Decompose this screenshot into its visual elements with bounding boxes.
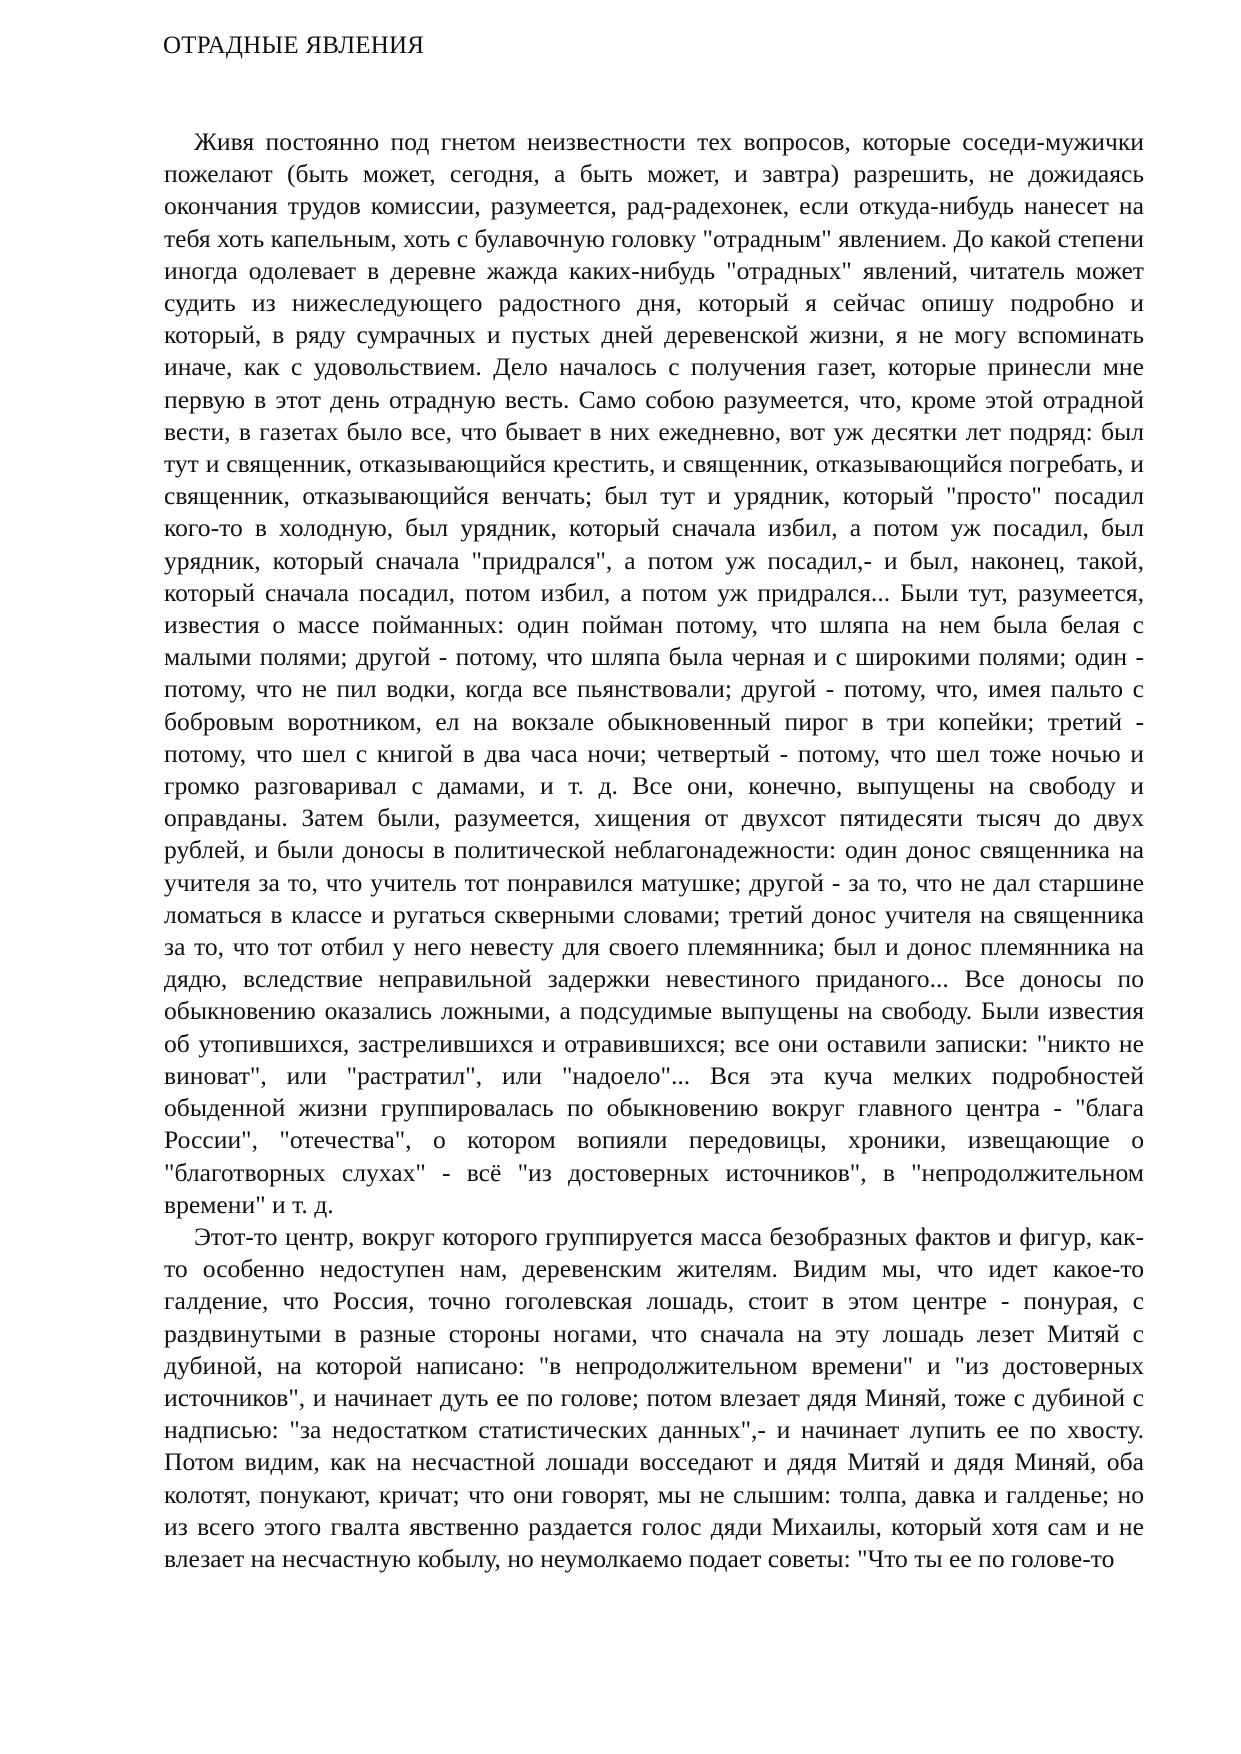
paragraph: Этот-то центр, вокруг которого группируется масса безобразных фактов и фигур, как-то особенно недоступен нам, деревенским жителям. Видим мы, что идет какое-то галдение, что Россия, точно гоголевская лошадь, стоит в этом центре - понурая, с раздвинутыми в разные стороны ногами, что сначала на эту лошадь лезет Митяй с дубиной, на которой написано: "в непродолжительном времени" и "из достоверных источников", и начинает дуть ее по голове; потом влезает дядя Миняй, тоже с дубиной с надписью: "за недостатком статистических данных",- и начинает лупить ее по хвосту. Потом видим, как на несчастной лошади восседают и дядя Митяй и дядя Миняй, оба колотят, понукают, кричат; что они говорят, мы не слышим: толпа, давка и галденье; но из всего этого гвалта явственно раздается голос дяди Михаилы, который хотя сам и не влезает на несчастную кобылу, но неумолкаемо подает советы: "Что ты ее по голове-то [164, 1221, 1144, 1573]
paragraph: Живя постоянно под гнетом неизвестности тех вопросов, которые соседи-мужички пожелают (быть может, сегодня, а быть может, и завтра) разрешить, не дожидаясь окончания трудов комиссии, разумеется, рад-радехонек, если откуда-нибудь нанесет на тебя хоть капельным, хоть с булавочную головку "отрадным" явлением. До какой степени иногда одолевает в деревне жажда каких-нибудь "отрадных" явлений, читатель может судить из нижеследующего радостного дня, который я сейчас опишу подробно и который, в ряду сумрачных и пустых дней деревенской жизни, я не могу вспоминать иначе, как с удовольствием. Дело началось с получения газет, которые принесли мне первую в этот день отрадную весть. Само собою разумеется, что, кроме этой отрадной вести, в газетах было все, что бывает в них ежедневно, вот уж десятки лет подряд: был тут и священник, отказывающийся крестить, и священник, отказывающийся погребать, и священник, отказывающийся венчать; был тут и урядник, который "просто" посадил кого-то в холодную, был урядник, который сначала избил, а потом уж посадил, был урядник, который сначала "придрался", а потом уж посадил,- и был, наконец, такой, который сначала посадил, потом избил, а потом уж придрался... Были тут, разумеется, известия о массе пойманных: один пойман потому, что шляпа на нем была белая с малыми полями; другой - потому, что шляпа была черная и с широкими полями; один - потому, что не пил водки, когда все пьянствовали; другой - потому, что, имея пальто с бобровым воротником, ел на вокзале обыкновенный пирог в три копейки; третий - потому, что шел с книгой в два часа ночи; четвертый - потому, что шел тоже ночью и громко разговаривал с дамами, и т. д. Все они, конечно, выпущены на свободу и оправданы. Затем были, разумеется, хищения от двухсот пятидесяти тысяч до двух рублей, и были доносы в политической неблагонадежности: один донос священника на учителя за то, что учитель тот понравился матушке; другой - за то, что не дал старшине ломаться в классе и ругаться скверными словами; третий донос учителя на священника за то, что тот отбил у него невесту для своего племянника; был и донос племянника на дядю, вследствие неправильной задержки невестиного приданого... Все доносы по обыкновению оказались ложными, а подсудимые выпущены на свободу. Были известия об утопившихся, застрелившихся и отравившихся; все они оставили записки: "никто не виноват", или "растратил", или "надоело"... Вся эта куча мелких подробностей обыденной жизни группировалась по обыкновению вокруг главного центра - "блага России", "отечества", о котором вопияли передовицы, хроники, извещающие о "благотворных слухах" - всё "из достоверных источников", в "непродолжительном времени" и т. д. [164, 127, 1144, 1219]
page-title: ОТРАДНЫЕ ЯВЛЕНИЯ [163, 32, 425, 59]
body-text [164, 126, 1144, 1575]
